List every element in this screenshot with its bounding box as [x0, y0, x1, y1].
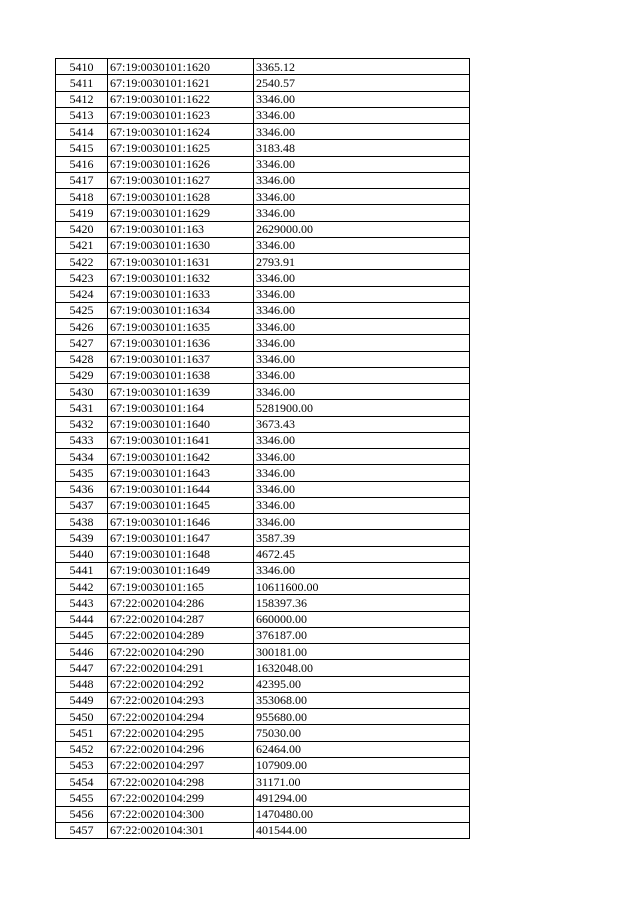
table-row: [56, 627, 470, 643]
table-row: [56, 416, 470, 432]
table-row: [56, 579, 470, 595]
table-row: [56, 205, 470, 221]
cadastral-number-cell: 67:22:0020104:301: [108, 822, 254, 838]
cadastral-number-cell: 67:19:0030101:1649: [108, 562, 254, 578]
cadastral-number-cell: 67:19:0030101:1646: [108, 514, 254, 530]
table-row: [56, 140, 470, 156]
row-number-cell: 5416: [56, 156, 108, 172]
row-number-cell: 5442: [56, 579, 108, 595]
row-number-cell: 5425: [56, 302, 108, 318]
value-cell: 3346.00: [254, 205, 470, 221]
table-row: [56, 660, 470, 676]
value-cell: 491294.00: [254, 790, 470, 806]
table-row: [56, 530, 470, 546]
cadastral-number-cell: 67:19:0030101:164: [108, 400, 254, 416]
row-number-cell: 5411: [56, 75, 108, 91]
table-row: [56, 481, 470, 497]
value-cell: 3346.00: [254, 107, 470, 123]
table-row: [56, 757, 470, 773]
table-row: [56, 546, 470, 562]
value-cell: 10611600.00: [254, 579, 470, 595]
table-row: [56, 384, 470, 400]
cadastral-number-cell: 67:22:0020104:298: [108, 774, 254, 790]
cadastral-number-cell: 67:19:0030101:1628: [108, 189, 254, 205]
value-cell: 5281900.00: [254, 400, 470, 416]
table-row: [56, 254, 470, 270]
cadastral-number-cell: 67:19:0030101:1645: [108, 497, 254, 513]
row-number-cell: 5427: [56, 335, 108, 351]
row-number-cell: 5449: [56, 692, 108, 708]
row-number-cell: 5439: [56, 530, 108, 546]
value-cell: 3346.00: [254, 286, 470, 302]
value-cell: 3346.00: [254, 514, 470, 530]
row-number-cell: 5432: [56, 416, 108, 432]
value-cell: 75030.00: [254, 725, 470, 741]
cadastral-number-cell: 67:19:0030101:1623: [108, 107, 254, 123]
row-number-cell: 5447: [56, 660, 108, 676]
row-number-cell: 5426: [56, 319, 108, 335]
cadastral-number-cell: 67:19:0030101:1625: [108, 140, 254, 156]
row-number-cell: 5430: [56, 384, 108, 400]
row-number-cell: 5440: [56, 546, 108, 562]
cadastral-number-cell: 67:22:0020104:286: [108, 595, 254, 611]
row-number-cell: 5414: [56, 124, 108, 140]
value-cell: 3346.00: [254, 156, 470, 172]
table-row: [56, 221, 470, 237]
row-number-cell: 5437: [56, 497, 108, 513]
cadastral-number-cell: 67:19:0030101:1631: [108, 254, 254, 270]
cadastral-number-cell: 67:19:0030101:1626: [108, 156, 254, 172]
value-cell: 2629000.00: [254, 221, 470, 237]
table-row: [56, 400, 470, 416]
table-row: [56, 806, 470, 822]
value-cell: 3673.43: [254, 416, 470, 432]
table-row: [56, 676, 470, 692]
table-row: [56, 172, 470, 188]
table-row: [56, 774, 470, 790]
value-cell: 3346.00: [254, 189, 470, 205]
cadastral-number-cell: 67:19:0030101:1634: [108, 302, 254, 318]
value-cell: 3346.00: [254, 432, 470, 448]
row-number-cell: 5422: [56, 254, 108, 270]
row-number-cell: 5413: [56, 107, 108, 123]
row-number-cell: 5454: [56, 774, 108, 790]
cadastral-number-cell: 67:22:0020104:292: [108, 676, 254, 692]
value-cell: 2540.57: [254, 75, 470, 91]
row-number-cell: 5457: [56, 822, 108, 838]
cadastral-number-cell: 67:19:0030101:1647: [108, 530, 254, 546]
row-number-cell: 5453: [56, 757, 108, 773]
cadastral-number-cell: 67:19:0030101:1635: [108, 319, 254, 335]
value-cell: 3183.48: [254, 140, 470, 156]
value-cell: 3346.00: [254, 319, 470, 335]
value-cell: 62464.00: [254, 741, 470, 757]
value-cell: 3587.39: [254, 530, 470, 546]
row-number-cell: 5415: [56, 140, 108, 156]
table-row: [56, 449, 470, 465]
value-cell: 2793.91: [254, 254, 470, 270]
table-row: [56, 562, 470, 578]
value-cell: 3346.00: [254, 384, 470, 400]
table-row: [56, 156, 470, 172]
table-row: [56, 725, 470, 741]
value-cell: 3346.00: [254, 335, 470, 351]
value-cell: 353068.00: [254, 692, 470, 708]
value-cell: 660000.00: [254, 611, 470, 627]
value-cell: 3346.00: [254, 302, 470, 318]
value-cell: 42395.00: [254, 676, 470, 692]
table-row: [56, 644, 470, 660]
value-cell: 107909.00: [254, 757, 470, 773]
row-number-cell: 5433: [56, 432, 108, 448]
value-cell: 3346.00: [254, 237, 470, 253]
cadastral-number-cell: 67:22:0020104:291: [108, 660, 254, 676]
cadastral-number-cell: 67:22:0020104:297: [108, 757, 254, 773]
cadastral-number-cell: 67:19:0030101:1621: [108, 75, 254, 91]
row-number-cell: 5444: [56, 611, 108, 627]
row-number-cell: 5438: [56, 514, 108, 530]
table-row: [56, 432, 470, 448]
value-cell: 376187.00: [254, 627, 470, 643]
value-cell: 3365.12: [254, 59, 470, 75]
cadastral-number-cell: 67:22:0020104:295: [108, 725, 254, 741]
cadastral-number-cell: 67:19:0030101:1636: [108, 335, 254, 351]
row-number-cell: 5428: [56, 351, 108, 367]
value-cell: 3346.00: [254, 497, 470, 513]
value-cell: 3346.00: [254, 172, 470, 188]
row-number-cell: 5443: [56, 595, 108, 611]
table-row: [56, 75, 470, 91]
table-row: [56, 514, 470, 530]
table-row: [56, 692, 470, 708]
table-row: [56, 611, 470, 627]
row-number-cell: 5446: [56, 644, 108, 660]
table-row: [56, 709, 470, 725]
value-cell: 3346.00: [254, 481, 470, 497]
row-number-cell: 5456: [56, 806, 108, 822]
table-row: [56, 465, 470, 481]
row-number-cell: 5451: [56, 725, 108, 741]
table-row: [56, 107, 470, 123]
row-number-cell: 5423: [56, 270, 108, 286]
value-cell: 3346.00: [254, 562, 470, 578]
row-number-cell: 5445: [56, 627, 108, 643]
cadastral-number-cell: 67:19:0030101:1641: [108, 432, 254, 448]
cadastral-number-cell: 67:19:0030101:1622: [108, 91, 254, 107]
cadastral-number-cell: 67:22:0020104:294: [108, 709, 254, 725]
row-number-cell: 5418: [56, 189, 108, 205]
value-cell: 300181.00: [254, 644, 470, 660]
table-row: [56, 790, 470, 806]
table-row: [56, 302, 470, 318]
cadastral-number-cell: 67:19:0030101:1624: [108, 124, 254, 140]
cadastral-number-cell: 67:22:0020104:299: [108, 790, 254, 806]
row-number-cell: 5435: [56, 465, 108, 481]
value-cell: 3346.00: [254, 124, 470, 140]
table-row: [56, 124, 470, 140]
cadastral-number-cell: 67:19:0030101:1630: [108, 237, 254, 253]
table-row: [56, 59, 470, 75]
cadastral-number-cell: 67:22:0020104:300: [108, 806, 254, 822]
table-row: [56, 286, 470, 302]
cadastral-number-cell: 67:19:0030101:1643: [108, 465, 254, 481]
cadastral-number-cell: 67:19:0030101:1629: [108, 205, 254, 221]
value-cell: 3346.00: [254, 351, 470, 367]
cadastral-number-cell: 67:19:0030101:1620: [108, 59, 254, 75]
row-number-cell: 5448: [56, 676, 108, 692]
table-row: [56, 367, 470, 383]
row-number-cell: 5410: [56, 59, 108, 75]
row-number-cell: 5434: [56, 449, 108, 465]
value-cell: 4672.45: [254, 546, 470, 562]
table-row: [56, 335, 470, 351]
value-cell: 1470480.00: [254, 806, 470, 822]
table-row: [56, 189, 470, 205]
row-number-cell: 5419: [56, 205, 108, 221]
table-body: [56, 59, 470, 839]
value-cell: 3346.00: [254, 270, 470, 286]
cadastral-number-cell: 67:19:0030101:1627: [108, 172, 254, 188]
cadastral-number-cell: 67:22:0020104:287: [108, 611, 254, 627]
cadastral-number-cell: 67:19:0030101:165: [108, 579, 254, 595]
value-cell: 3346.00: [254, 367, 470, 383]
value-cell: 1632048.00: [254, 660, 470, 676]
value-cell: 3346.00: [254, 91, 470, 107]
cadastral-number-cell: 67:22:0020104:296: [108, 741, 254, 757]
cadastral-number-cell: 67:22:0020104:289: [108, 627, 254, 643]
cadastral-number-cell: 67:19:0030101:1639: [108, 384, 254, 400]
document-table-container: [55, 58, 470, 839]
cadastral-number-cell: 67:19:0030101:1648: [108, 546, 254, 562]
table-row: [56, 237, 470, 253]
table-row: [56, 497, 470, 513]
row-number-cell: 5441: [56, 562, 108, 578]
table-row: [56, 741, 470, 757]
row-number-cell: 5431: [56, 400, 108, 416]
row-number-cell: 5412: [56, 91, 108, 107]
value-cell: 401544.00: [254, 822, 470, 838]
cadastral-number-cell: 67:19:0030101:1638: [108, 367, 254, 383]
table-row: [56, 270, 470, 286]
row-number-cell: 5455: [56, 790, 108, 806]
cadastral-number-cell: 67:22:0020104:290: [108, 644, 254, 660]
table-row: [56, 595, 470, 611]
cadastral-number-cell: 67:19:0030101:163: [108, 221, 254, 237]
row-number-cell: 5450: [56, 709, 108, 725]
cadastral-number-cell: 67:19:0030101:1644: [108, 481, 254, 497]
cadastral-number-cell: 67:22:0020104:293: [108, 692, 254, 708]
row-number-cell: 5417: [56, 172, 108, 188]
value-cell: 3346.00: [254, 465, 470, 481]
value-cell: 158397.36: [254, 595, 470, 611]
table-row: [56, 91, 470, 107]
value-cell: 955680.00: [254, 709, 470, 725]
value-cell: 3346.00: [254, 449, 470, 465]
cadastral-value-table: [55, 58, 470, 839]
cadastral-number-cell: 67:19:0030101:1632: [108, 270, 254, 286]
cadastral-number-cell: 67:19:0030101:1637: [108, 351, 254, 367]
row-number-cell: 5420: [56, 221, 108, 237]
row-number-cell: 5429: [56, 367, 108, 383]
row-number-cell: 5421: [56, 237, 108, 253]
row-number-cell: 5436: [56, 481, 108, 497]
cadastral-number-cell: 67:19:0030101:1640: [108, 416, 254, 432]
value-cell: 31171.00: [254, 774, 470, 790]
table-row: [56, 822, 470, 838]
row-number-cell: 5424: [56, 286, 108, 302]
row-number-cell: 5452: [56, 741, 108, 757]
cadastral-number-cell: 67:19:0030101:1633: [108, 286, 254, 302]
cadastral-number-cell: 67:19:0030101:1642: [108, 449, 254, 465]
table-row: [56, 351, 470, 367]
table-row: [56, 319, 470, 335]
